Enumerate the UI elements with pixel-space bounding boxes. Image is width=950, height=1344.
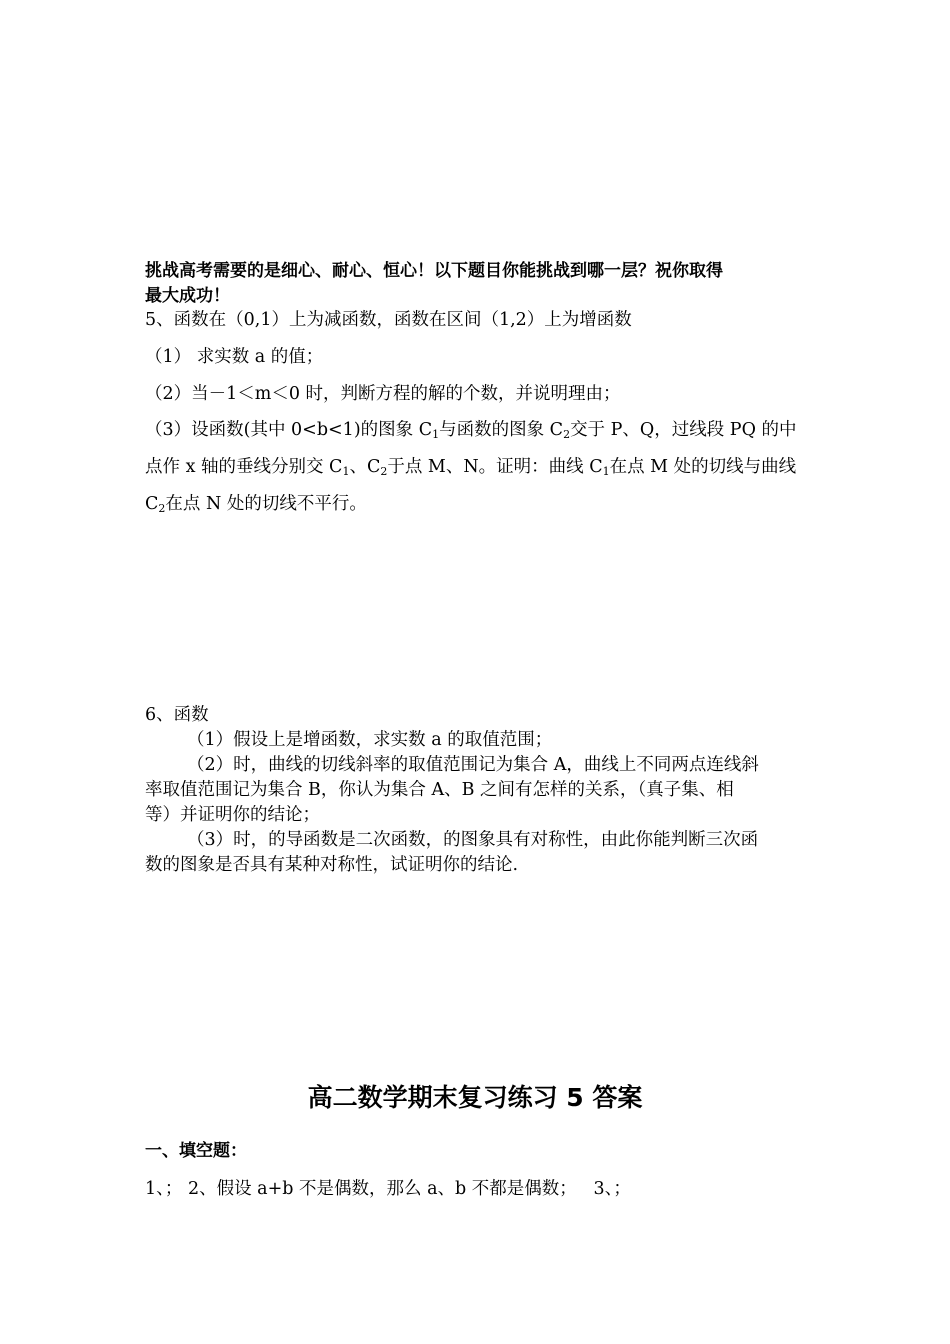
- intro-line-1: 挑战高考需要的是细心、耐心、恒心！以下题目你能挑战到哪一层？祝你取得: [145, 261, 723, 281]
- q6-stem: 6、函数: [145, 705, 209, 725]
- q5-part-2: （2）当－1＜m＜0 时，判断方程的解的个数，并说明理由；: [145, 384, 621, 404]
- q5-part-1: （1） 求实数 a 的值；: [145, 347, 324, 367]
- q5-part-3-line-1: （3）设函数(其中 0<b<1)的图象 $C_1$与函数的图象 $C_2$交于 P、Q，过线段 PQ 的中: [145, 420, 797, 441]
- q6-part-3-line-1: （3）时，的导函数是二次函数，的图象具有对称性，由此你能判断三次函: [187, 830, 759, 850]
- intro-line-2: 最大成功！: [145, 286, 230, 306]
- answers-line-1: 1、； 2、假设 a+b 不是偶数，那么 a、b 不都是偶数； 3、；: [145, 1179, 631, 1199]
- q5-part-3-line-2: 点作 x 轴的垂线分别交 $C_1$、$C_2$于点 M、N。证明：曲线 $C_1$在点 M 处的切线与曲线: [145, 457, 797, 478]
- q5-stem: 5、函数在（0,1）上为减函数，函数在区间（1,2）上为增函数: [145, 310, 632, 330]
- answers-title: 高二数学期末复习练习 5 答案: [307, 1083, 643, 1112]
- q5-part-3-line-3: $C_2$在点 N 处的切线不平行。: [145, 494, 367, 515]
- q6-part-1: （1）假设上是增函数，求实数 a 的取值范围；: [187, 730, 553, 750]
- q6-part-2-line-1: （2）时，曲线的切线斜率的取值范围记为集合 A，曲线上不同两点连线斜: [187, 755, 759, 775]
- q6-part-3-line-2: 数的图象是否具有某种对称性，试证明你的结论.: [145, 855, 519, 875]
- q6-part-2-line-2: 率取值范围记为集合 B，你认为集合 A、B 之间有怎样的关系，（真子集、相: [145, 780, 734, 800]
- answers-section-1: 一、填空题：: [145, 1141, 247, 1161]
- q6-part-2-line-3: 等）并证明你的结论；: [145, 805, 320, 825]
